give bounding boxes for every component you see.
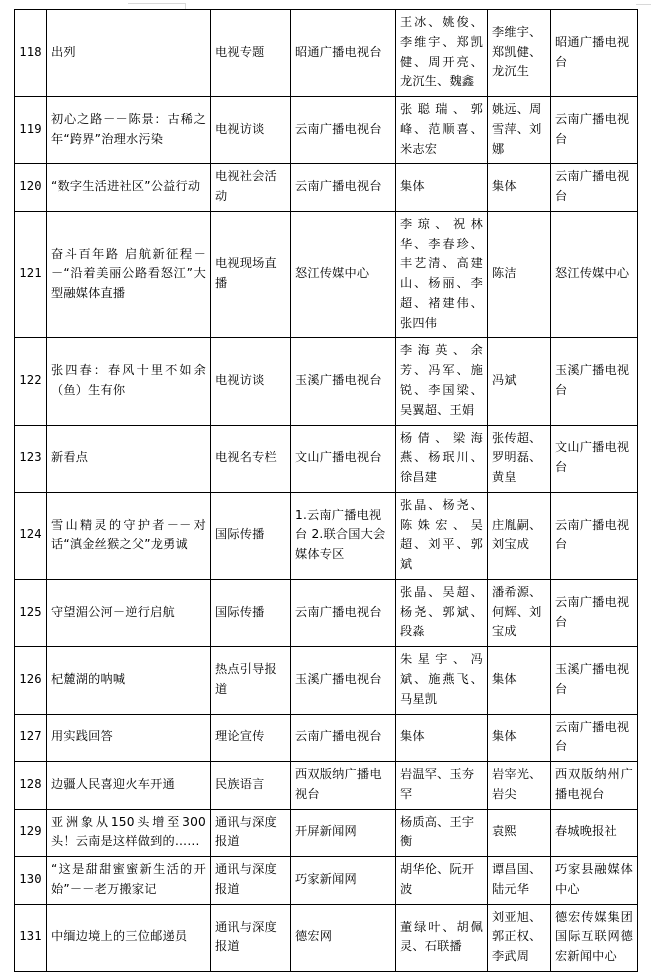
cell-category: 通讯与深度报道	[211, 857, 291, 905]
cell-category: 电视访谈	[211, 97, 291, 164]
cell-unit: 西双版纳广播电视台	[291, 762, 396, 810]
cell-id: 123	[15, 425, 47, 492]
cell-category: 国际传播	[211, 492, 291, 579]
cell-id: 120	[15, 164, 47, 212]
table-row	[15, 647, 638, 714]
page-edge-mark-left	[128, 3, 186, 4]
cell-title: 边疆人民喜迎火车开通	[47, 762, 211, 810]
cell-title: 初心之路－－陈景：古稀之年“跨界”治理水污染	[47, 97, 211, 164]
table-row	[15, 579, 638, 646]
cell-org: 云南广播电视台	[551, 492, 638, 579]
cell-id: 130	[15, 857, 47, 905]
table-row	[15, 164, 638, 212]
cell-editors: 袁熙	[488, 809, 551, 857]
cell-title: “这是甜甜蜜蜜新生活的开始”－－老万搬家记	[47, 857, 211, 905]
table-row	[15, 904, 638, 971]
cell-id: 121	[15, 211, 47, 338]
cell-creators: 王冰、姚俊、李维宇、郑凯健、周开亮、龙沉生、魏鑫	[396, 10, 488, 97]
cell-id: 125	[15, 579, 47, 646]
cell-editors: 庄胤嗣、刘宝成	[488, 492, 551, 579]
table-row	[15, 425, 638, 492]
cell-creators: 杨质高、王宇衡	[396, 809, 488, 857]
cell-org: 云南广播电视台	[551, 579, 638, 646]
cell-creators: 张聪瑞、郭峰、范顺喜、米志宏	[396, 97, 488, 164]
cell-org: 德宏传媒集团国际互联网德宏新闻中心	[551, 904, 638, 971]
cell-unit: 昭通广播电视台	[291, 10, 396, 97]
cell-title: 奋斗百年路 启航新征程－－“沿着美丽公路看怒江”大型融媒体直播	[47, 211, 211, 338]
cell-editors: 李维宇、郑凯健、龙沉生	[488, 10, 551, 97]
cell-title: 张四春：春风十里不如余（鱼）生有你	[47, 338, 211, 425]
table-row	[15, 762, 638, 810]
cell-title: 守望湄公河－逆行启航	[47, 579, 211, 646]
cell-editors: 谭昌国、陆元华	[488, 857, 551, 905]
cell-creators: 李海英、余芳、冯军、施锐、李国梁、吴翼超、王娟	[396, 338, 488, 425]
cell-category: 电视专题	[211, 10, 291, 97]
cell-org: 春城晚报社	[551, 809, 638, 857]
cell-title: 新看点	[47, 425, 211, 492]
cell-creators: 张晶、吴超、杨尧、郭斌、段淼	[396, 579, 488, 646]
cell-title: 雪山精灵的守护者－－对话“滇金丝猴之父”龙勇诚	[47, 492, 211, 579]
cell-creators: 杨倩、梁海燕、杨珉川、徐昌建	[396, 425, 488, 492]
table-row	[15, 714, 638, 762]
cell-title: “数字生活进社区”公益行动	[47, 164, 211, 212]
cell-unit: 1.云南广播电视台 2.联合国大会媒体专区	[291, 492, 396, 579]
cell-creators: 岩温罕、玉夯罕	[396, 762, 488, 810]
cell-org: 云南广播电视台	[551, 714, 638, 762]
cell-title: 出列	[47, 10, 211, 97]
cell-category: 民族语言	[211, 762, 291, 810]
cell-editors: 姚远、周雪萍、刘娜	[488, 97, 551, 164]
page-edge-mark-right	[636, 4, 651, 5]
cell-org: 怒江传媒中心	[551, 211, 638, 338]
cell-title: 用实践回答	[47, 714, 211, 762]
cell-org: 云南广播电视台	[551, 164, 638, 212]
cell-category: 电视访谈	[211, 338, 291, 425]
cell-id: 127	[15, 714, 47, 762]
cell-editors: 张传超、罗明磊、黄皇	[488, 425, 551, 492]
cell-creators: 张晶、杨尧、陈姝宏、吴超、刘平、郭斌	[396, 492, 488, 579]
cell-creators: 李琼、祝林华、李春珍、丰艺清、高建山、杨丽、李超、褚建伟、张四伟	[396, 211, 488, 338]
cell-org: 玉溪广播电视台	[551, 647, 638, 714]
cell-category: 电视现场直播	[211, 211, 291, 338]
cell-id: 126	[15, 647, 47, 714]
cell-editors: 集体	[488, 164, 551, 212]
table-row	[15, 338, 638, 425]
cell-title: 中缅边境上的三位邮递员	[47, 904, 211, 971]
cell-category: 国际传播	[211, 579, 291, 646]
cell-org: 巧家县融媒体中心	[551, 857, 638, 905]
cell-unit: 云南广播电视台	[291, 714, 396, 762]
cell-category: 通讯与深度报道	[211, 904, 291, 971]
cell-editors: 冯斌	[488, 338, 551, 425]
cell-editors: 集体	[488, 647, 551, 714]
cell-editors: 岩宰光、岩尖	[488, 762, 551, 810]
cell-title: 杞麓湖的呐喊	[47, 647, 211, 714]
cell-unit: 玉溪广播电视台	[291, 647, 396, 714]
table-row	[15, 211, 638, 338]
cell-id: 122	[15, 338, 47, 425]
cell-editors: 刘亚旭、郭正权、李武周	[488, 904, 551, 971]
table-row	[15, 97, 638, 164]
cell-category: 电视社会活动	[211, 164, 291, 212]
cell-id: 119	[15, 97, 47, 164]
cell-unit: 云南广播电视台	[291, 164, 396, 212]
cell-creators: 朱星宇、冯斌、施燕飞、马星凯	[396, 647, 488, 714]
cell-id: 118	[15, 10, 47, 97]
cell-id: 124	[15, 492, 47, 579]
table-row	[15, 10, 638, 97]
cell-org: 玉溪广播电视台	[551, 338, 638, 425]
cell-unit: 玉溪广播电视台	[291, 338, 396, 425]
cell-org: 文山广播电视台	[551, 425, 638, 492]
cell-org: 云南广播电视台	[551, 97, 638, 164]
cell-unit: 开屏新闻网	[291, 809, 396, 857]
cell-unit: 文山广播电视台	[291, 425, 396, 492]
cell-org: 西双版纳州广播电视台	[551, 762, 638, 810]
cell-editors: 集体	[488, 714, 551, 762]
cell-creators: 胡华伦、阮开波	[396, 857, 488, 905]
cell-editors: 陈洁	[488, 211, 551, 338]
table-row	[15, 492, 638, 579]
cell-unit: 巧家新闻网	[291, 857, 396, 905]
cell-category: 理论宣传	[211, 714, 291, 762]
cell-id: 131	[15, 904, 47, 971]
table-row	[15, 857, 638, 905]
cell-org: 昭通广播电视台	[551, 10, 638, 97]
cell-creators: 集体	[396, 164, 488, 212]
cell-id: 129	[15, 809, 47, 857]
awards-table	[14, 9, 638, 972]
cell-editors: 潘希源、何辉、刘宝成	[488, 579, 551, 646]
cell-unit: 德宏网	[291, 904, 396, 971]
cell-category: 电视名专栏	[211, 425, 291, 492]
cell-unit: 云南广播电视台	[291, 579, 396, 646]
cell-unit: 怒江传媒中心	[291, 211, 396, 338]
cell-creators: 集体	[396, 714, 488, 762]
cell-creators: 董绿叶、胡佩灵、石联播	[396, 904, 488, 971]
cell-id: 128	[15, 762, 47, 810]
cell-category: 通讯与深度报道	[211, 809, 291, 857]
cell-category: 热点引导报道	[211, 647, 291, 714]
cell-unit: 云南广播电视台	[291, 97, 396, 164]
cell-title: 亚洲象从150头增至300头！云南是这样做到的……	[47, 809, 211, 857]
